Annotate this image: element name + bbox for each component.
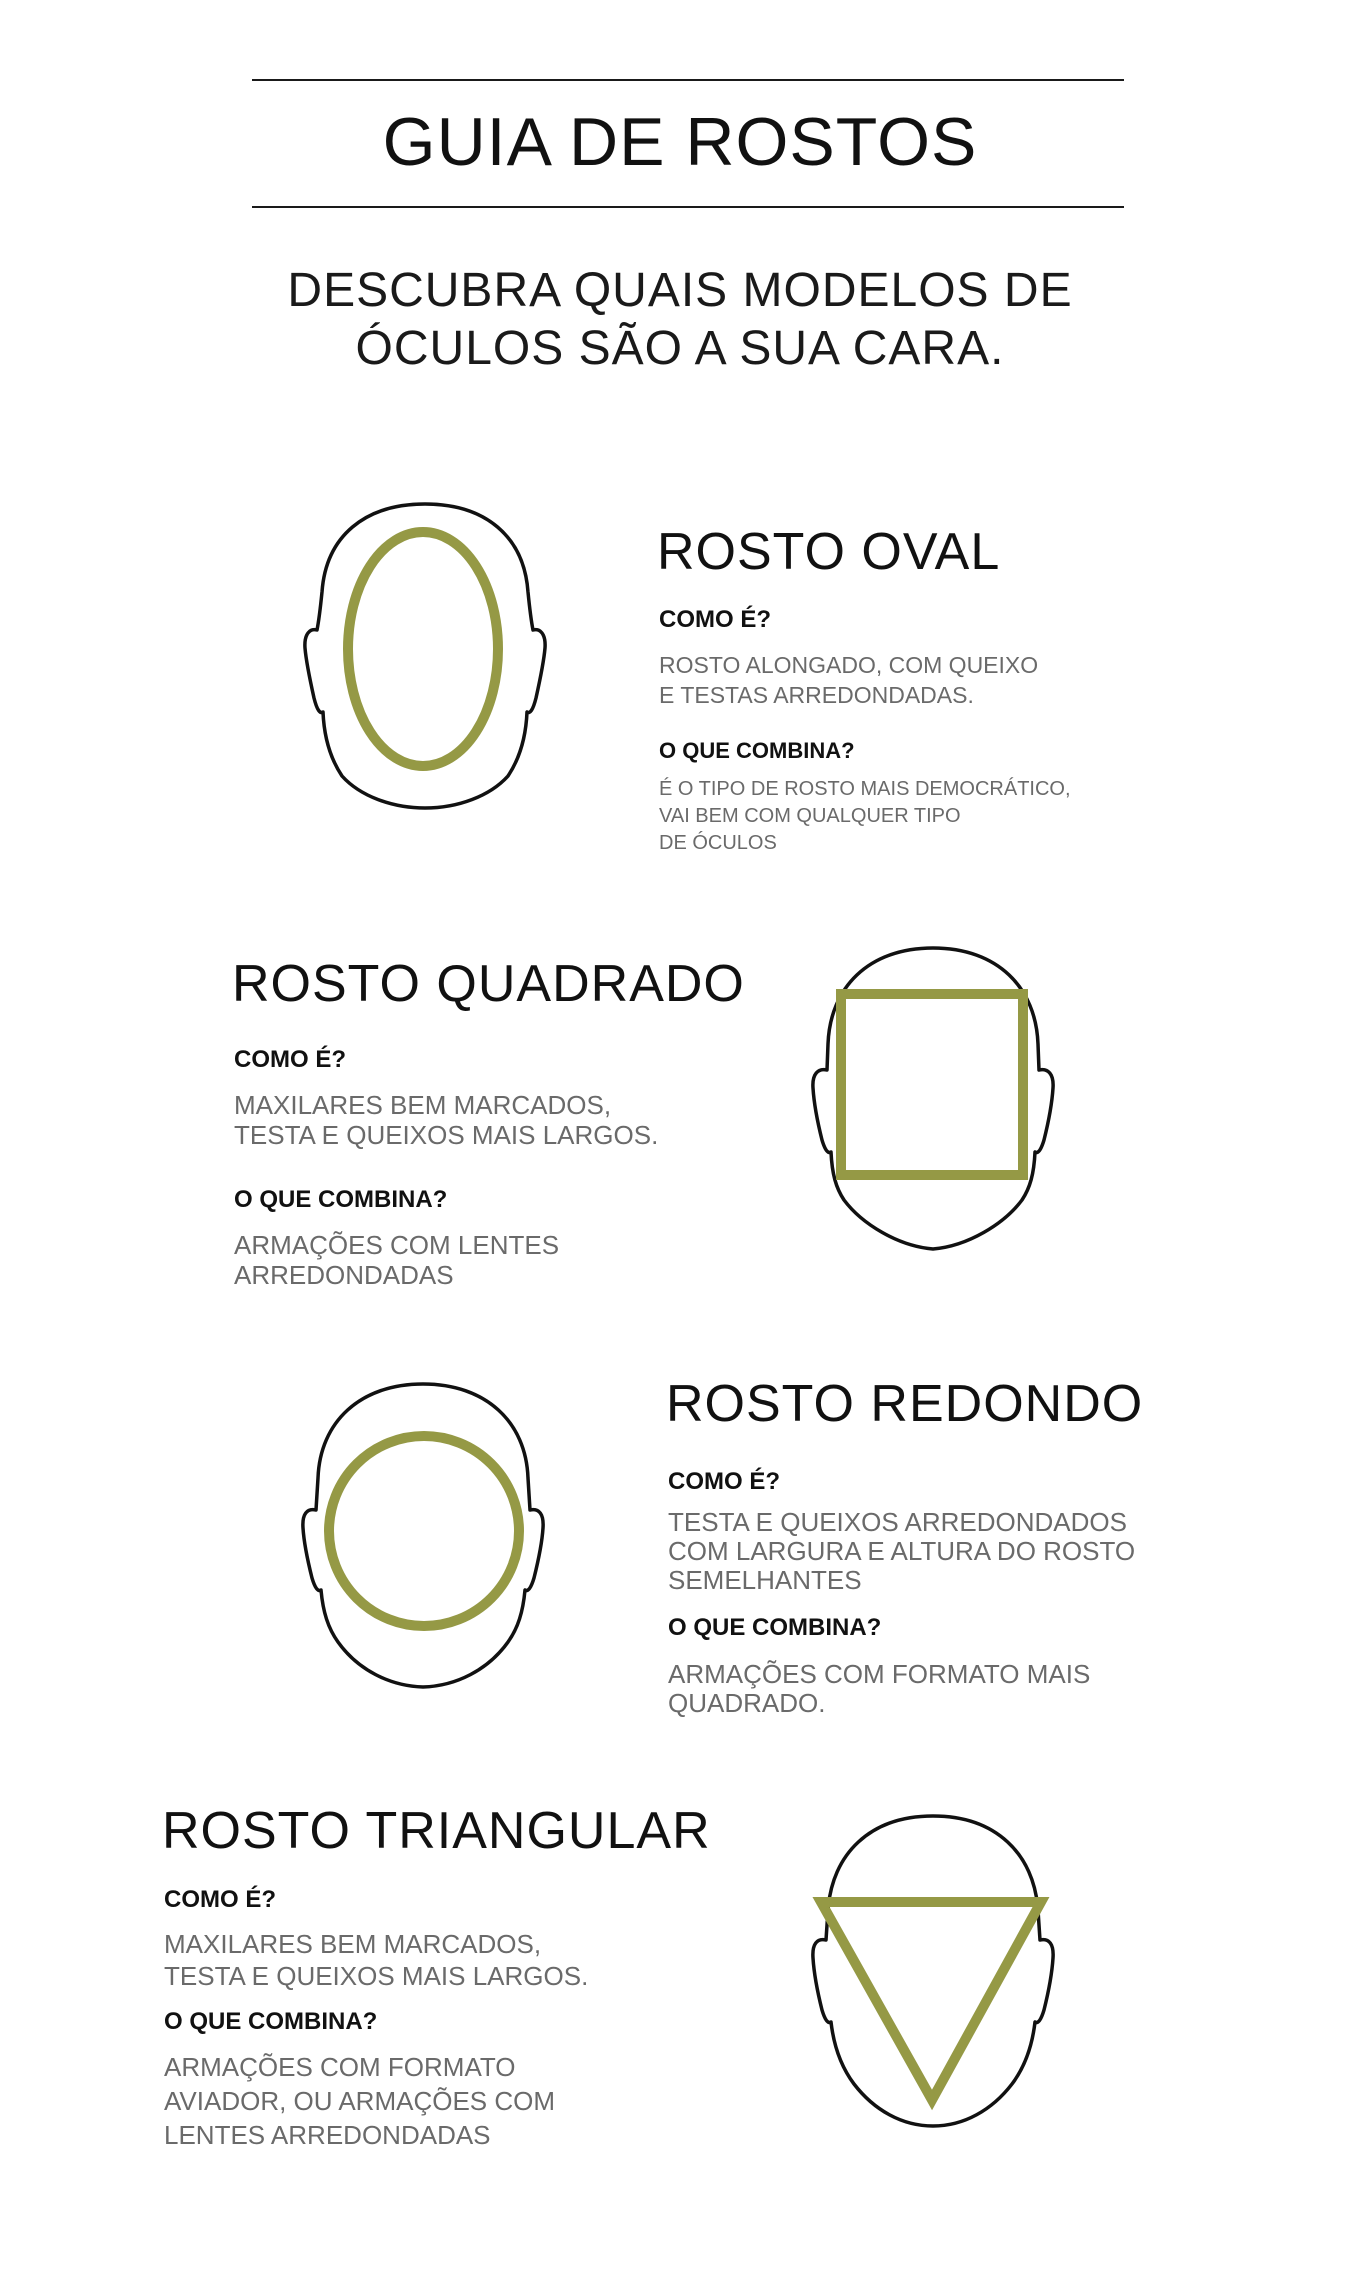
head-outline-icon	[813, 1816, 1053, 2126]
bottom-divider	[252, 206, 1124, 208]
como-text-oval: ROSTO ALONGADO, COM QUEIXO E TESTAS ARREDONDADAS.	[659, 652, 1039, 708]
head-outline-icon	[303, 1384, 543, 1687]
subtitle-line-2: ÓCULOS SÃO A SUA CARA.	[355, 322, 1005, 375]
subtitle-line-1: DESCUBRA QUAIS MODELOS DE	[287, 264, 1073, 317]
section-title-redondo: ROSTO REDONDO	[666, 1375, 1144, 1433]
como-label-oval: COMO É?	[659, 606, 771, 633]
combina-text-quadrado: ARMAÇÕES COM LENTES ARREDONDADAS	[234, 1230, 560, 1290]
page-subtitle	[180, 262, 1180, 378]
combina-text-oval: É O TIPO DE ROSTO MAIS DEMOCRÁTICO, VAI BEM COM QUALQUER TIPO DE ÓCULOS	[659, 778, 1071, 854]
combina-label-oval: O QUE COMBINA?	[659, 738, 855, 763]
como-label-triangular: COMO É?	[164, 1886, 276, 1913]
section-title-oval: ROSTO OVAL	[657, 523, 1001, 581]
section-title-triangular: ROSTO TRIANGULAR	[162, 1802, 711, 1860]
oval-face-illustration	[300, 500, 550, 820]
combina-label-quadrado: O QUE COMBINA?	[234, 1186, 448, 1213]
como-text-triangular: MAXILARES BEM MARCADOS, TESTA E QUEIXOS MAIS LARGOS.	[164, 1929, 589, 1991]
square-face-illustration	[808, 944, 1058, 1254]
section-title-quadrado: ROSTO QUADRADO	[232, 955, 745, 1013]
como-text-redondo: TESTA E QUEIXOS ARREDONDADOS COM LARGURA E ALTURA DO ROSTO SEMELHANTES	[668, 1507, 1136, 1595]
round-face-illustration	[298, 1380, 548, 1690]
combina-text-triangular: ARMAÇÕES COM FORMATO AVIADOR, OU ARMAÇÕES COM LENTES ARREDONDADAS	[164, 2052, 556, 2150]
triangle-face-illustration	[808, 1812, 1058, 2130]
combina-label-triangular: O QUE COMBINA?	[164, 2008, 378, 2035]
combina-text-redondo: ARMAÇÕES COM FORMATO MAIS QUADRADO.	[668, 1659, 1091, 1718]
como-label-redondo: COMO É?	[668, 1468, 780, 1495]
combina-label-redondo: O QUE COMBINA?	[668, 1614, 882, 1641]
top-divider	[252, 79, 1124, 81]
page-title: GUIA DE ROSTOS	[382, 104, 978, 180]
como-label-quadrado: COMO É?	[234, 1046, 346, 1073]
como-text-quadrado: MAXILARES BEM MARCADOS, TESTA E QUEIXOS MAIS LARGOS.	[234, 1090, 659, 1150]
